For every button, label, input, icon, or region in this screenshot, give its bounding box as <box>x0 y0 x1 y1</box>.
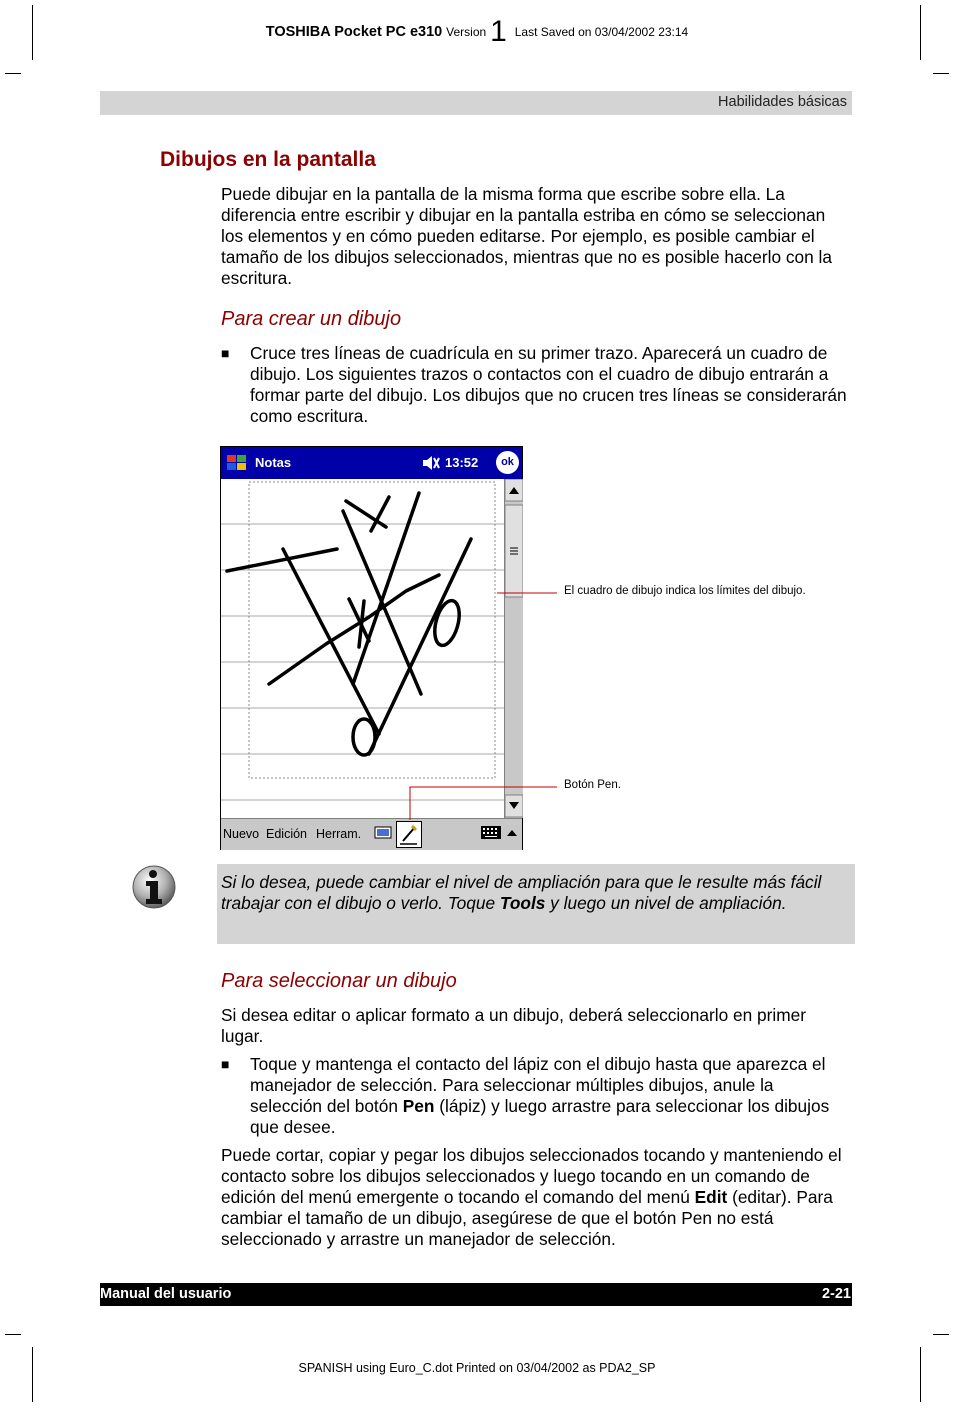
document-header <box>0 15 954 49</box>
info-i-icon <box>128 864 182 912</box>
note-tools-bold: Tools <box>499 893 546 913</box>
keyboard-icon[interactable] <box>480 825 502 841</box>
pen-icon <box>397 822 421 847</box>
speaker-icon[interactable] <box>421 454 441 472</box>
bullet-select-text <box>250 1054 850 1138</box>
scrollbar[interactable] <box>504 479 523 818</box>
pda-app-name: Notas <box>255 455 292 470</box>
intro-paragraph: Puede dibujar en la pantalla de la misma forma que escribe sobre ella. La diferencia entre escribir y dibujar en la pantalla estriba en cómo se seleccionan los elementos y en cómo pueden editarse. Por ejemplo, es posible cambiar el tamaño de los dibujos seleccionados, mientras que no es posible hacerlo con la escritura. <box>221 184 832 288</box>
subheading-select: Para seleccionar un dibujo <box>221 970 457 992</box>
bullet-create-text: Cruce tres líneas de cuadrícula en su primer trazo. Aparecerá un cuadro de dibujo. Los siguientes trazos o contactos con el cuadro de dibujo entrarán a formar parte del dibujo. Los dibujos que no crucen tres líneas se considerarán como escritura. <box>250 343 847 426</box>
footer-page-number: 2-21 <box>821 1286 851 1302</box>
menu-edicion[interactable]: Edición <box>266 827 307 841</box>
footer-manual: Manual del usuario <box>100 1286 232 1302</box>
bullet-select-part1: Toque y mantenga el contacto del lápiz con el dibujo hasta que aparezca el manejador de selección. Para seleccionar múltiples dibujos, anule la selección del botón <box>250 1054 826 1116</box>
cut-copy-part2: (editar). Para cambiar el tamaño de un dibujo, asegúrese de que el botón Pen no está seleccionado y arrastre un manejador de selección. <box>221 1187 833 1249</box>
header-saved: Last Saved on 03/04/2002 23:14 <box>514 25 689 39</box>
header-version-label: Version <box>446 25 487 39</box>
hand-drawing <box>227 493 471 755</box>
header-version-number: 1 <box>490 15 507 48</box>
header-product: TOSHIBA Pocket PC e310 <box>265 24 443 40</box>
cut-copy-part1: Puede cortar, copiar y pegar los dibujos seleccionados tocando y manteniendo el contacto sobre los dibujos seleccionados y luego tocando en un comando de edición del menú emergente o tocando el comando del menú <box>221 1145 842 1207</box>
pda-title-bar <box>221 447 522 479</box>
ok-button[interactable]: ok <box>496 451 519 474</box>
callout-drawing-box: El cuadro de dibujo indica los límites del dibujo. <box>564 585 806 597</box>
note-text <box>221 872 849 914</box>
pda-menu-bar <box>221 818 522 850</box>
crop-mark <box>5 73 21 74</box>
note-box <box>217 864 855 944</box>
cut-copy-edit-bold: Edit <box>694 1187 728 1207</box>
callout-pen-button: Botón Pen. <box>564 779 621 791</box>
bullet-select-part2: (lápiz) y luego arrastre para seleccionar los dibujos que desee. <box>250 1096 830 1137</box>
bullet-square: ■ <box>221 345 230 361</box>
pda-clock: 13:52 <box>445 455 479 470</box>
bullet-square: ■ <box>221 1056 230 1072</box>
envelope-icon[interactable] <box>374 826 392 840</box>
sip-arrow-icon[interactable] <box>505 827 519 839</box>
crop-mark <box>933 73 949 74</box>
menu-nuevo[interactable]: Nuevo <box>223 827 260 841</box>
page-footer <box>100 1283 852 1306</box>
crop-mark <box>5 1334 21 1335</box>
pda-drawing-canvas[interactable] <box>221 479 504 818</box>
print-info: SPANISH using Euro_C.dot Printed on 03/04/2002 as PDA2_SP <box>298 1361 656 1375</box>
select-paragraph: Si desea editar o aplicar formato a un dibujo, deberá seleccionarlo en primer lugar. <box>221 1005 807 1046</box>
section-bar <box>100 91 852 115</box>
note-text-part2: y luego un nivel de ampliación. <box>545 893 787 913</box>
scrollbar-graphic <box>505 479 523 818</box>
section-name: Habilidades básicas <box>718 94 847 110</box>
windows-flag-icon[interactable] <box>224 451 250 475</box>
pda-screen <box>220 446 523 850</box>
subheading-create: Para crear un dibujo <box>221 308 402 330</box>
cut-copy-paragraph <box>221 1145 851 1250</box>
pen-button[interactable] <box>396 821 422 848</box>
page-title: Dibujos en la pantalla <box>160 148 376 171</box>
bullet-select-pen-bold: Pen <box>402 1096 435 1116</box>
note-text-part1: Si lo desea, puede cambiar el nivel de ampliación para que le resulte más fácil trabajar con el dibujo o verlo. Toque <box>221 872 822 913</box>
menu-herram[interactable]: Herram. <box>316 827 362 841</box>
crop-mark <box>933 1334 949 1335</box>
